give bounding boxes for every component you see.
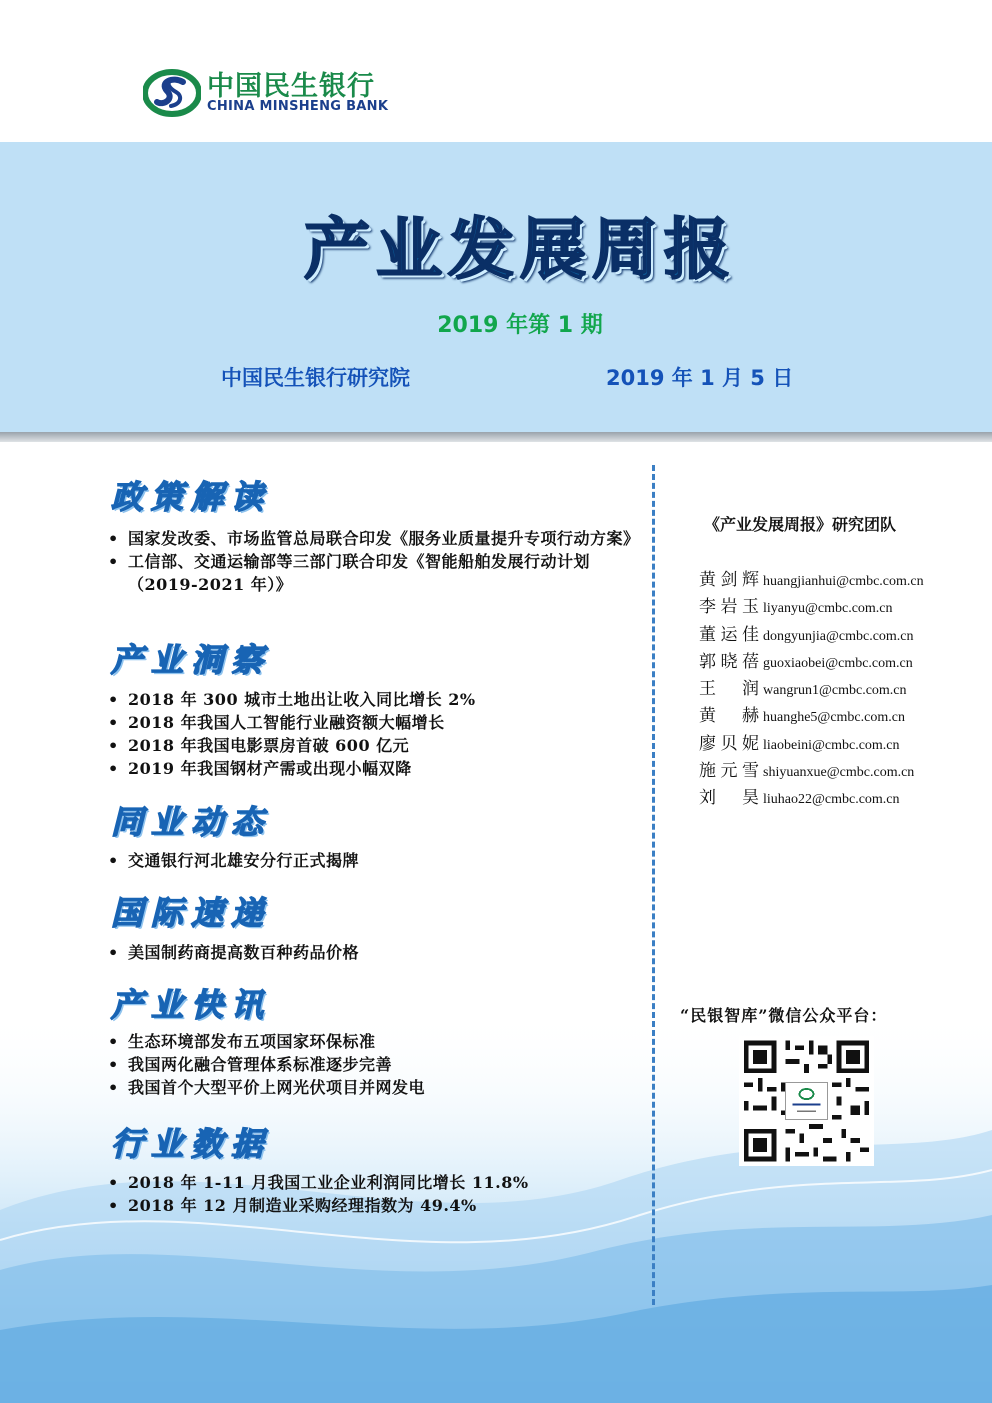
member-name: 黄剑辉	[699, 570, 761, 590]
bank-name-cn: 中国民生银行	[207, 71, 375, 102]
report-date: 2019 年 1 月 5 日	[606, 366, 794, 390]
member-email[interactable]: liuhao22@cmbc.com.cn	[763, 792, 900, 808]
list-item-text: 我国首个大型平价上网光伏项目并网发电	[128, 1078, 426, 1097]
list-item[interactable]: • 我国首个大型平价上网光伏项目并网发电	[108, 1078, 426, 1097]
member-email[interactable]: liaobeini@cmbc.com.cn	[763, 737, 900, 753]
list-item[interactable]: • 2018 年 1-11 月我国工业企业利润同比增长 11.8%	[108, 1173, 529, 1192]
section-list	[108, 941, 638, 964]
section-heading: 同业动态	[111, 803, 272, 841]
list-item-text: 国家发改委、市场监管总局联合印发《服务业质量提升专项行动方案》	[128, 529, 640, 548]
list-item-text: 生态环境部发布五项国家环保标准	[128, 1032, 376, 1051]
member-email[interactable]: guoxiaobei@cmbc.com.cn	[763, 655, 913, 671]
section-heading: 国际速递	[111, 894, 272, 932]
list-item-text: 2018 年 12 月制造业采购经理指数为 49.4%	[128, 1196, 477, 1215]
list-item[interactable]: • 2018 年我国电影票房首破 600 亿元	[108, 736, 410, 755]
list-item[interactable]: • 2018 年 300 城市土地出让收入同比增长 2%	[108, 690, 476, 709]
list-item-text: 2018 年我国电影票房首破 600 亿元	[128, 736, 410, 755]
section-list	[108, 849, 638, 872]
list-item[interactable]: • 生态环境部发布五项国家环保标准	[108, 1032, 376, 1051]
list-item-text: 美国制药商提高数百种药品价格	[128, 943, 360, 962]
section-list	[108, 527, 638, 596]
member-email[interactable]: liyanyu@cmbc.com.cn	[763, 601, 893, 617]
team-member	[699, 756, 959, 783]
qr-code-icon[interactable]	[739, 1036, 874, 1166]
list-item[interactable]: • 我国两化融合管理体系标准逐步完善	[108, 1055, 393, 1074]
list-item-text: 工信部、交通运输部等三部门联合印发《智能船舶发展行动计划（2019-2021 年）》	[128, 552, 591, 594]
section-list	[108, 688, 638, 780]
team-list	[699, 565, 959, 811]
team-member	[699, 701, 959, 728]
report-title: 产业发展周报	[304, 211, 736, 288]
team-member	[699, 783, 959, 810]
list-item-text: 2018 年 300 城市土地出让收入同比增长 2%	[128, 690, 476, 709]
section-heading: 行业数据	[111, 1125, 272, 1163]
list-item[interactable]: • 2018 年 12 月制造业采购经理指数为 49.4%	[108, 1196, 477, 1215]
list-item[interactable]: • 工信部、交通运输部等三部门联合印发《智能船舶发展行动计划（2019-2021 年）》	[108, 552, 591, 594]
issue-number: 2019 年第 1 期	[437, 313, 603, 338]
member-name: 刘昊	[699, 788, 761, 809]
section-heading: 政策解读	[111, 478, 272, 516]
team-member	[699, 674, 959, 701]
member-email[interactable]: dongyunjia@cmbc.com.cn	[763, 628, 914, 644]
list-item-text: 交通银行河北雄安分行正式揭牌	[128, 851, 360, 870]
list-item[interactable]: • 美国制药商提高数百种药品价格	[108, 943, 360, 962]
list-item-text: 2019 年我国钢材产需或出现小幅双降	[128, 759, 412, 778]
section-heading: 产业洞察	[111, 641, 272, 679]
bank-name-en: CHINA MINSHENG BANK	[207, 99, 389, 114]
list-item[interactable]: • 交通银行河北雄安分行正式揭牌	[108, 851, 360, 870]
member-name: 郭晓蓓	[699, 651, 761, 672]
team-member	[699, 647, 959, 674]
member-name: 廖贝妮	[699, 733, 761, 754]
member-email[interactable]: wangrun1@cmbc.com.cn	[763, 683, 907, 699]
list-item[interactable]: • 2018 年我国人工智能行业融资额大幅增长	[108, 713, 445, 732]
member-email[interactable]: huangjianhui@cmbc.com.cn	[763, 574, 924, 589]
list-item-text: 2018 年 1-11 月我国工业企业利润同比增长 11.8%	[128, 1173, 529, 1192]
member-email[interactable]: huanghe5@cmbc.com.cn	[763, 710, 905, 726]
list-item[interactable]: • 2019 年我国钢材产需或出现小幅双降	[108, 759, 412, 778]
member-name: 黄赫	[699, 706, 761, 727]
member-name: 李岩玉	[699, 597, 761, 618]
member-name: 施元雪	[699, 761, 761, 782]
list-item-text: 我国两化融合管理体系标准逐步完善	[128, 1055, 393, 1074]
wechat-label: “民银智库”微信公众平台：	[680, 1006, 888, 1025]
member-name: 王润	[699, 679, 761, 700]
team-member	[699, 620, 959, 647]
column-divider	[652, 465, 655, 1305]
list-item-text: 2018 年我国人工智能行业融资额大幅增长	[128, 713, 445, 732]
team-title: 《产业发展周报》研究团队	[704, 515, 897, 534]
section-heading: 产业快讯	[111, 986, 272, 1024]
member-name: 董运佳	[699, 624, 761, 645]
team-member	[699, 729, 959, 756]
bank-logo	[143, 62, 423, 118]
institute-name: 中国民生银行研究院	[221, 366, 410, 390]
section-list	[108, 1171, 638, 1217]
minsheng-logo-icon	[143, 68, 201, 118]
team-member	[699, 592, 959, 619]
section-list	[108, 1030, 638, 1099]
team-member	[699, 565, 959, 592]
member-email[interactable]: shiyuanxue@cmbc.com.cn	[763, 765, 915, 781]
banner-shadow	[0, 432, 992, 442]
list-item[interactable]: • 国家发改委、市场监管总局联合印发《服务业质量提升专项行动方案》	[108, 529, 640, 548]
